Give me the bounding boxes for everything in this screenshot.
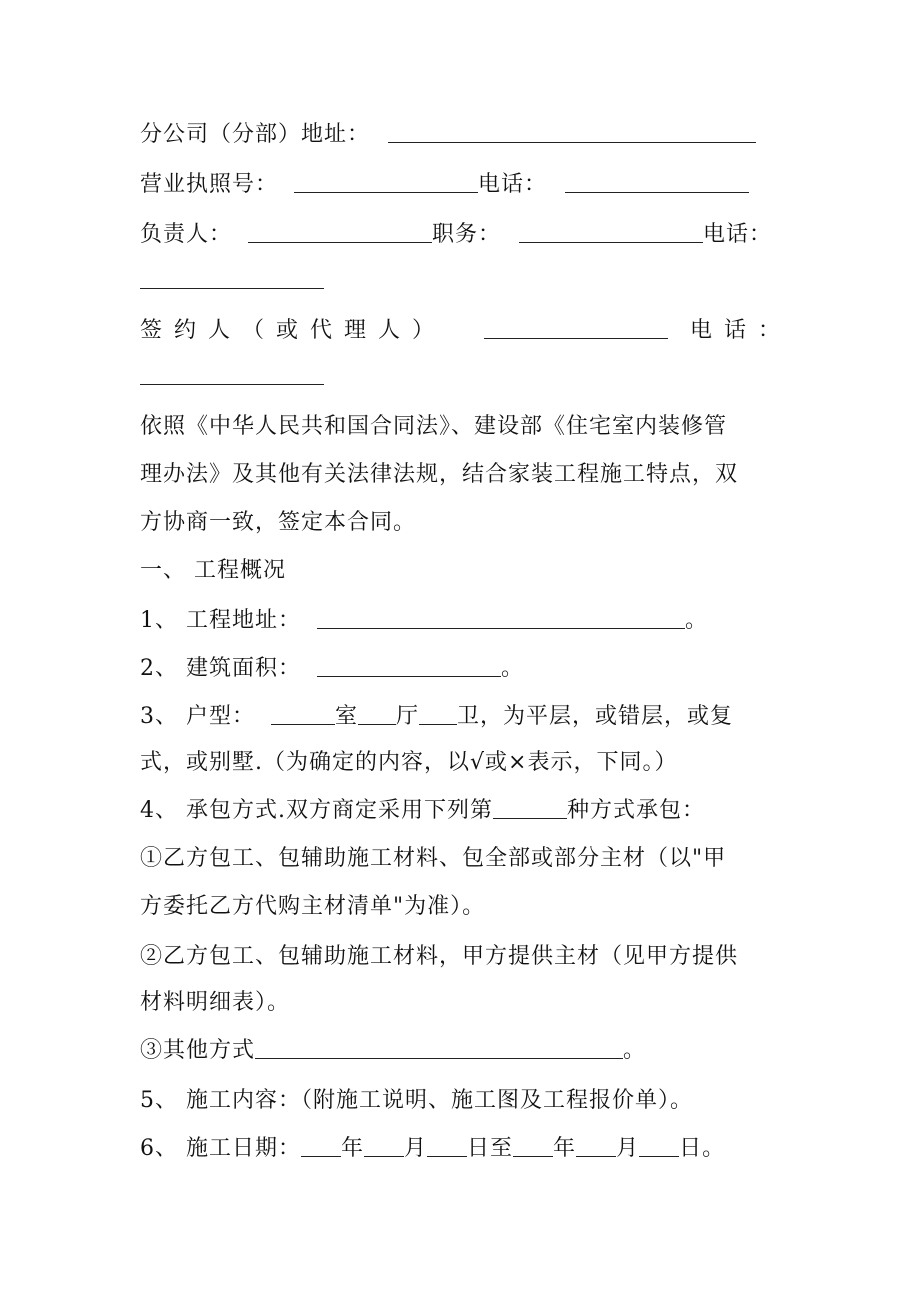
hall-count-blank[interactable] bbox=[358, 704, 396, 725]
year-label-2: 年 bbox=[553, 1136, 577, 1161]
person-in-charge-label: 负责人： bbox=[140, 222, 233, 247]
item-6-line bbox=[140, 1134, 790, 1164]
room-label: 室 bbox=[335, 704, 359, 729]
room-count-blank[interactable] bbox=[271, 704, 335, 725]
period: 。 bbox=[623, 1038, 647, 1063]
branch-address-label: 分公司（分部）地址： bbox=[140, 122, 371, 147]
license-line bbox=[140, 170, 790, 200]
day-end-label: 日。 bbox=[679, 1136, 726, 1161]
item-3-prefix: 3、 户型： bbox=[140, 704, 255, 729]
item-1-label: 1、 工程地址： bbox=[140, 608, 301, 633]
start-month-blank[interactable] bbox=[364, 1136, 404, 1157]
option-1-line-1: ①乙方包工、包辅助施工材料、包全部或部分主材（以"甲 bbox=[140, 846, 727, 871]
item-2-label: 2、 建筑面积： bbox=[140, 656, 301, 681]
other-mode-blank[interactable] bbox=[255, 1038, 623, 1059]
period: 。 bbox=[501, 656, 525, 681]
period: 。 bbox=[685, 608, 709, 633]
option-3-label: ③其他方式 bbox=[140, 1038, 256, 1063]
signer-phone-label: 电话： bbox=[690, 318, 793, 343]
start-year-blank[interactable] bbox=[301, 1136, 341, 1157]
option-3-line bbox=[140, 1036, 790, 1066]
item-4-prefix: 4、 承包方式.双方商定采用下列第 bbox=[140, 798, 493, 823]
signer-line bbox=[140, 316, 793, 346]
item-3-line-2: 式，或别墅.（为确定的内容，以√或×表示，下同。） bbox=[140, 750, 678, 775]
item-3-line bbox=[140, 702, 790, 732]
bath-count-blank[interactable] bbox=[419, 704, 457, 725]
phone-blank-line bbox=[140, 266, 790, 296]
intro-line-1: 依照《中华人民共和国合同法》、建设部《住宅室内装修管 bbox=[140, 414, 728, 439]
phone-blank[interactable] bbox=[565, 172, 749, 193]
section-1-title: 一、 工程概况 bbox=[140, 558, 286, 583]
option-2-line-1: ②乙方包工、包辅助施工材料，甲方提供主材（见甲方提供 bbox=[140, 944, 739, 969]
item-4-line bbox=[140, 796, 790, 826]
branch-address-line bbox=[140, 120, 790, 150]
item-2-line bbox=[140, 654, 790, 684]
position-blank[interactable] bbox=[519, 222, 703, 243]
license-label: 营业执照号： bbox=[140, 172, 279, 197]
start-day-blank[interactable] bbox=[427, 1136, 467, 1157]
phone-blank-2[interactable] bbox=[140, 268, 324, 289]
signer-blank[interactable] bbox=[484, 318, 668, 339]
option-2-line-2: 材料明细表）。 bbox=[140, 990, 291, 1015]
option-1-line-2: 方委托乙方代购主材清单"为准）。 bbox=[140, 894, 486, 919]
end-month-blank[interactable] bbox=[576, 1136, 616, 1157]
month-label: 月 bbox=[404, 1136, 428, 1161]
month-label-2: 月 bbox=[616, 1136, 640, 1161]
person-in-charge-line bbox=[140, 220, 790, 250]
hall-label: 厅 bbox=[396, 704, 420, 729]
building-area-blank[interactable] bbox=[317, 656, 501, 677]
item-5-line: 5、 施工内容：（附施工说明、施工图及工程报价单）。 bbox=[140, 1088, 693, 1113]
person-in-charge-blank[interactable] bbox=[248, 222, 432, 243]
year-label: 年 bbox=[341, 1136, 365, 1161]
branch-address-blank[interactable] bbox=[388, 122, 756, 143]
signer-phone-blank-line bbox=[140, 362, 790, 392]
phone-label: 电话： bbox=[478, 172, 548, 197]
item-6-prefix: 6、 施工日期： bbox=[140, 1136, 301, 1161]
item-4-suffix: 种方式承包： bbox=[567, 798, 706, 823]
position-label: 职务： bbox=[432, 222, 502, 247]
intro-line-2: 理办法》及其他有关法律法规，结合家装工程施工特点，双 bbox=[140, 462, 739, 487]
day-to-label: 日至 bbox=[467, 1136, 514, 1161]
item-1-line bbox=[140, 606, 790, 636]
signer-phone-blank[interactable] bbox=[140, 364, 324, 385]
contract-mode-blank[interactable] bbox=[493, 798, 567, 819]
license-blank[interactable] bbox=[294, 172, 478, 193]
bath-label: 卫，为平层，或错层，或复 bbox=[457, 704, 734, 729]
end-day-blank[interactable] bbox=[639, 1136, 679, 1157]
intro-line-3: 方协商一致，签定本合同。 bbox=[140, 510, 417, 535]
end-year-blank[interactable] bbox=[513, 1136, 553, 1157]
project-address-blank[interactable] bbox=[317, 608, 685, 629]
phone-label-2: 电话： bbox=[703, 222, 773, 247]
signer-label: 签约人（或代理人） bbox=[140, 318, 447, 343]
